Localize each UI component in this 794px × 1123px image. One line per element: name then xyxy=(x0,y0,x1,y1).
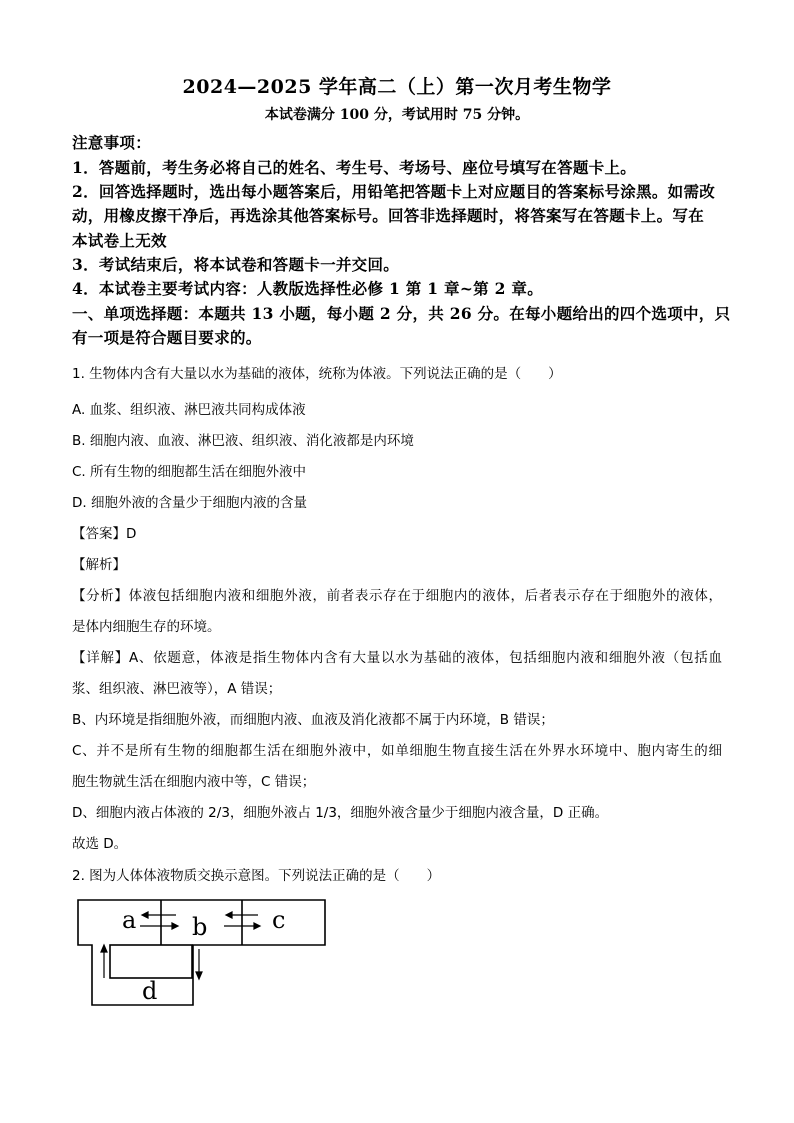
question-1-xiangjie-d: D、细胞内液占体液的 2/3，细胞外液占 1/3，细胞外液含量少于细胞内液含量，D 正确。 xyxy=(72,805,609,821)
arrow-d-down xyxy=(196,972,202,979)
diagram-label-d: d xyxy=(142,977,158,1005)
diagram-label-b: b xyxy=(192,913,208,941)
diagram-label-c: c xyxy=(272,906,286,934)
question-1-stem: 1. 生物体内含有大量以水为基础的液体，统称为体液。下列说法正确的是（ ） xyxy=(72,366,562,382)
note-item-1: 1．答题前，考生务必将自己的姓名、考生号、考场号、座位号填写在答题卡上。 xyxy=(72,158,637,177)
diagram-label-a: a xyxy=(122,906,137,934)
note-item-2-line-1: 2．回答选择题时，选出每小题答案后，用铅笔把答题卡上对应题目的答案标号涂黑。如需改 xyxy=(72,182,716,201)
question-1-option-c: C. 所有生物的细胞都生活在细胞外液中 xyxy=(72,464,307,480)
note-item-2-line-3: 本试卷上无效 xyxy=(72,231,167,250)
arrow-b-to-c xyxy=(254,923,260,929)
section-heading-line-1: 一、单项选择题：本题共 13 小题，每小题 2 分，共 26 分。在每小题给出的四个选项中，只 xyxy=(72,304,731,323)
note-item-2-line-2: 动，用橡皮擦干净后，再选涂其他答案标号。回答非选择题时，将答案写在答题卡上。写在 xyxy=(72,206,705,225)
question-1-xiangjie-c-line-1: C、并不是所有生物的细胞都生活在细胞外液中，如单细胞生物直接生活在外界水环境中、胞内寄生的细 xyxy=(72,743,722,759)
arrow-a-to-b xyxy=(172,923,178,929)
body-fluid-exchange-diagram xyxy=(68,893,330,1013)
arrow-c-to-b xyxy=(226,912,232,918)
section-heading-line-2: 有一项是符合题目要求的。 xyxy=(72,328,262,347)
question-2-stem: 2. 图为人体体液物质交换示意图。下列说法正确的是（ ） xyxy=(72,868,441,884)
question-1-option-d: D. 细胞外液的含量少于细胞内液的含量 xyxy=(72,495,307,511)
question-1-xiangjie-line-2: 浆、组织液、淋巴液等），A 错误； xyxy=(72,681,282,697)
question-1-answer: 【答案】D xyxy=(72,526,137,542)
exam-subtitle: 本试卷满分 100 分，考试用时 75 分钟。 xyxy=(264,107,530,123)
page-title: 2024—2025 学年高二（上）第一次月考生物学 xyxy=(182,76,612,98)
arrow-b-to-a xyxy=(142,912,148,918)
question-1-conclusion: 故选 D。 xyxy=(72,836,128,852)
note-item-4: 4．本试卷主要考试内容：人教版选择性必修 1 第 1 章~第 2 章。 xyxy=(72,279,544,298)
question-1-analysis-label: 【解析】 xyxy=(72,557,126,573)
question-1-xiangjie-c-line-2: 胞生物就生活在细胞内液中等，C 错误； xyxy=(72,774,316,790)
question-1-xiangjie-line-1: 【详解】A、依题意，体液是指生物体内含有大量以水为基础的液体，包括细胞内液和细胞外液（包括血 xyxy=(72,650,722,666)
question-1-fenxi-line-1: 【分析】体液包括细胞内液和细胞外液，前者表示存在于细胞内的液体，后者表示存在于细胞外的液体， xyxy=(72,588,722,604)
arrow-d-up xyxy=(101,945,107,952)
inner-box-d xyxy=(110,945,192,978)
question-1-option-b: B. 细胞内液、血液、淋巴液、组织液、消化液都是内环境 xyxy=(72,433,414,449)
question-1-xiangjie-b: B、内环境是指细胞外液，而细胞内液、血液及消化液都不属于内环境，B 错误； xyxy=(72,712,554,728)
note-item-3: 3．考试结束后，将本试卷和答题卡一并交回。 xyxy=(72,255,400,274)
question-1-option-a: A. 血浆、组织液、淋巴液共同构成体液 xyxy=(72,402,306,418)
question-1-fenxi-line-2: 是体内细胞生存的环境。 xyxy=(72,619,221,635)
notes-heading: 注意事项： xyxy=(72,133,152,152)
